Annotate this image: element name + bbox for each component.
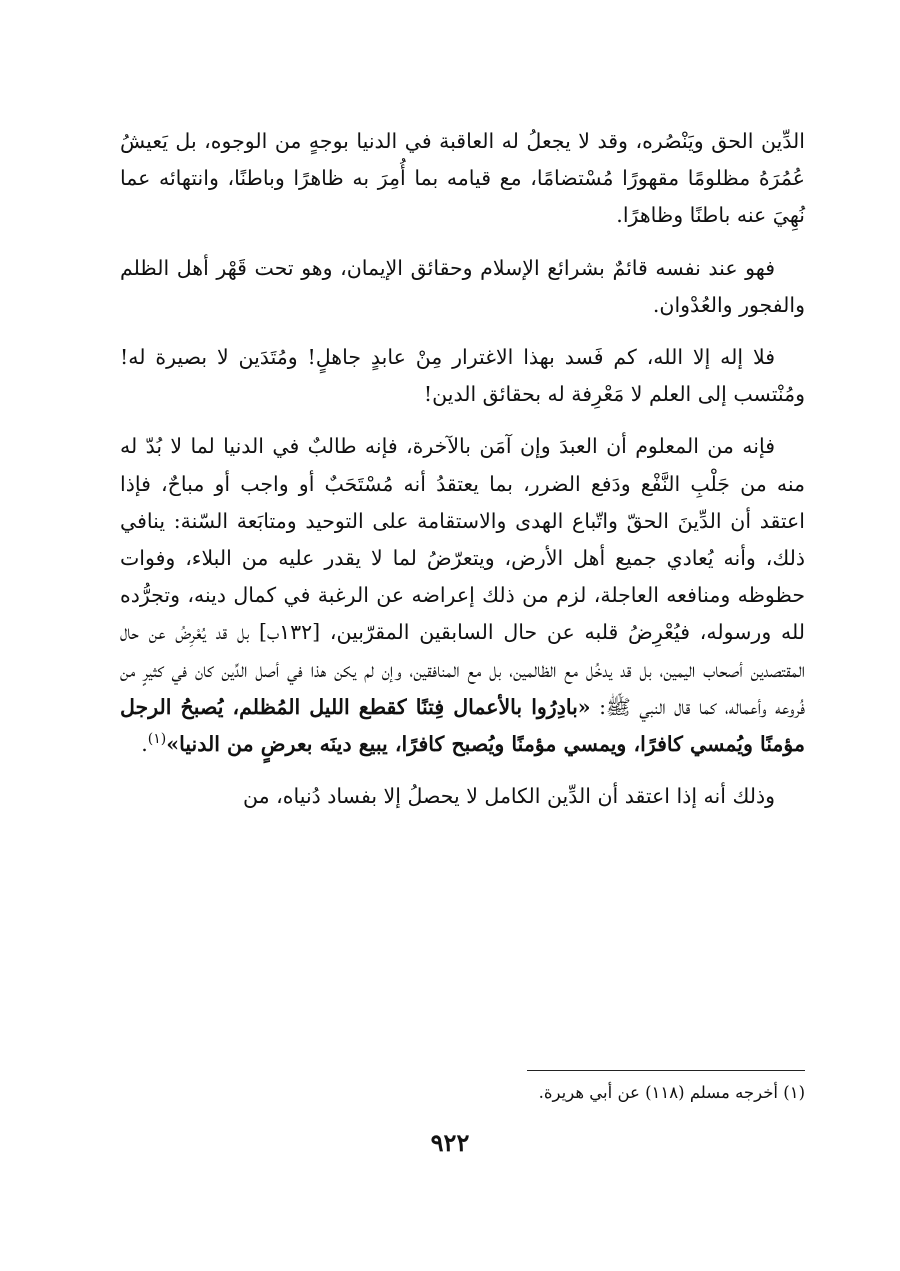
footnote-divider xyxy=(527,1070,805,1071)
hadith-quote: «بادِرُوا بالأعمال فِتنًا كقطع الليل المُظلم، يُصبحُ الرجل مؤمنًا ويُمسي كافرًا، ويمسي مؤمنًا ويُصبح كافرًا، يبيع دينَه بعرضٍ من الدنيا» xyxy=(120,694,805,757)
paragraph-2: فهو عند نفسه قائمٌ بشرائع الإسلام وحقائق الإيمان، وهو تحت قَهْر أهل الظلم والفجور والعُدْوان. xyxy=(120,255,805,317)
paragraph-4-text: فإنه من المعلوم أن العبدَ وإن آمَن بالآخرة، فإنه طالبٌ في الدنيا لما لا بُدّ له منه من جَلْبِ النَّفْع ودَفع الضرر، بما يعتقدُ أنه مُسْتَحَبٌ أو واجب أو مباحٌ، فإذا اعتقد أن الدِّينَ الحقّ واتّباع الهدى والاستقامة على التوحيد ومتابَعة السّنة: ينافي ذلك، وأنه يُعادي جميع أهل الأرض، ويتعرّضُ لما لا يقدر عليه من البلاء، وفوات حظوظه ومنافعه العاجلة، لزم من ذلك إعراضه عن الرغبة في كمال دينه، وتجرُّده لله ورسوله، فيُعْرِضُ قلبه عن حال السابقين المقرّبين، [١٣٢ب] بل قد يُعْرِضُ عن حال المقتصدين أصحاب اليمين، بل قد يدخُل مع الظالمين، بل مع المنافقين، وإن لم يكن هذا في أصل الدِّين كان في كثيرٍ من فُروعه وأعماله، كما قال النبي ﷺ: xyxy=(120,434,806,719)
main-text xyxy=(120,123,805,830)
footnote: (١) أخرجه مسلم (١١٨) عن أبي هريرة. xyxy=(538,1083,805,1102)
footnote-reference[interactable]: (١) xyxy=(147,731,167,748)
paragraph-1: الدِّين الحق ويَنْصُره، وقد لا يجعلُ له العاقبة في الدنيا بوجهٍ من الوجوه، بل يَعيشُ عُمُرَهُ مظلومًا مقهورًا مُسْتضامًا، مع قيامه بما أُمِرَ به ظاهرًا وباطنًا، وانتهائه عما نُهِيَ عنه باطنًا وظاهرًا. xyxy=(120,129,805,228)
paragraph-4 xyxy=(120,428,805,763)
paragraph-3: فلا إله إلا الله، كم فَسد بهذا الاغترار مِنْ عابدٍ جاهلٍ! ومُتَدَين لا بصيرة له! ومُنْتسب إلى العلم لا مَعْرِفة له بحقائق الدين! xyxy=(120,345,805,407)
page-number: ٩٢٢ xyxy=(430,1128,470,1157)
paragraph-4-tail: . xyxy=(141,732,148,757)
paragraph-5: وذلك أنه إذا اعتقد أن الدِّين الكامل لا يحصلُ إلا بفساد دُنياه، من xyxy=(243,784,775,809)
